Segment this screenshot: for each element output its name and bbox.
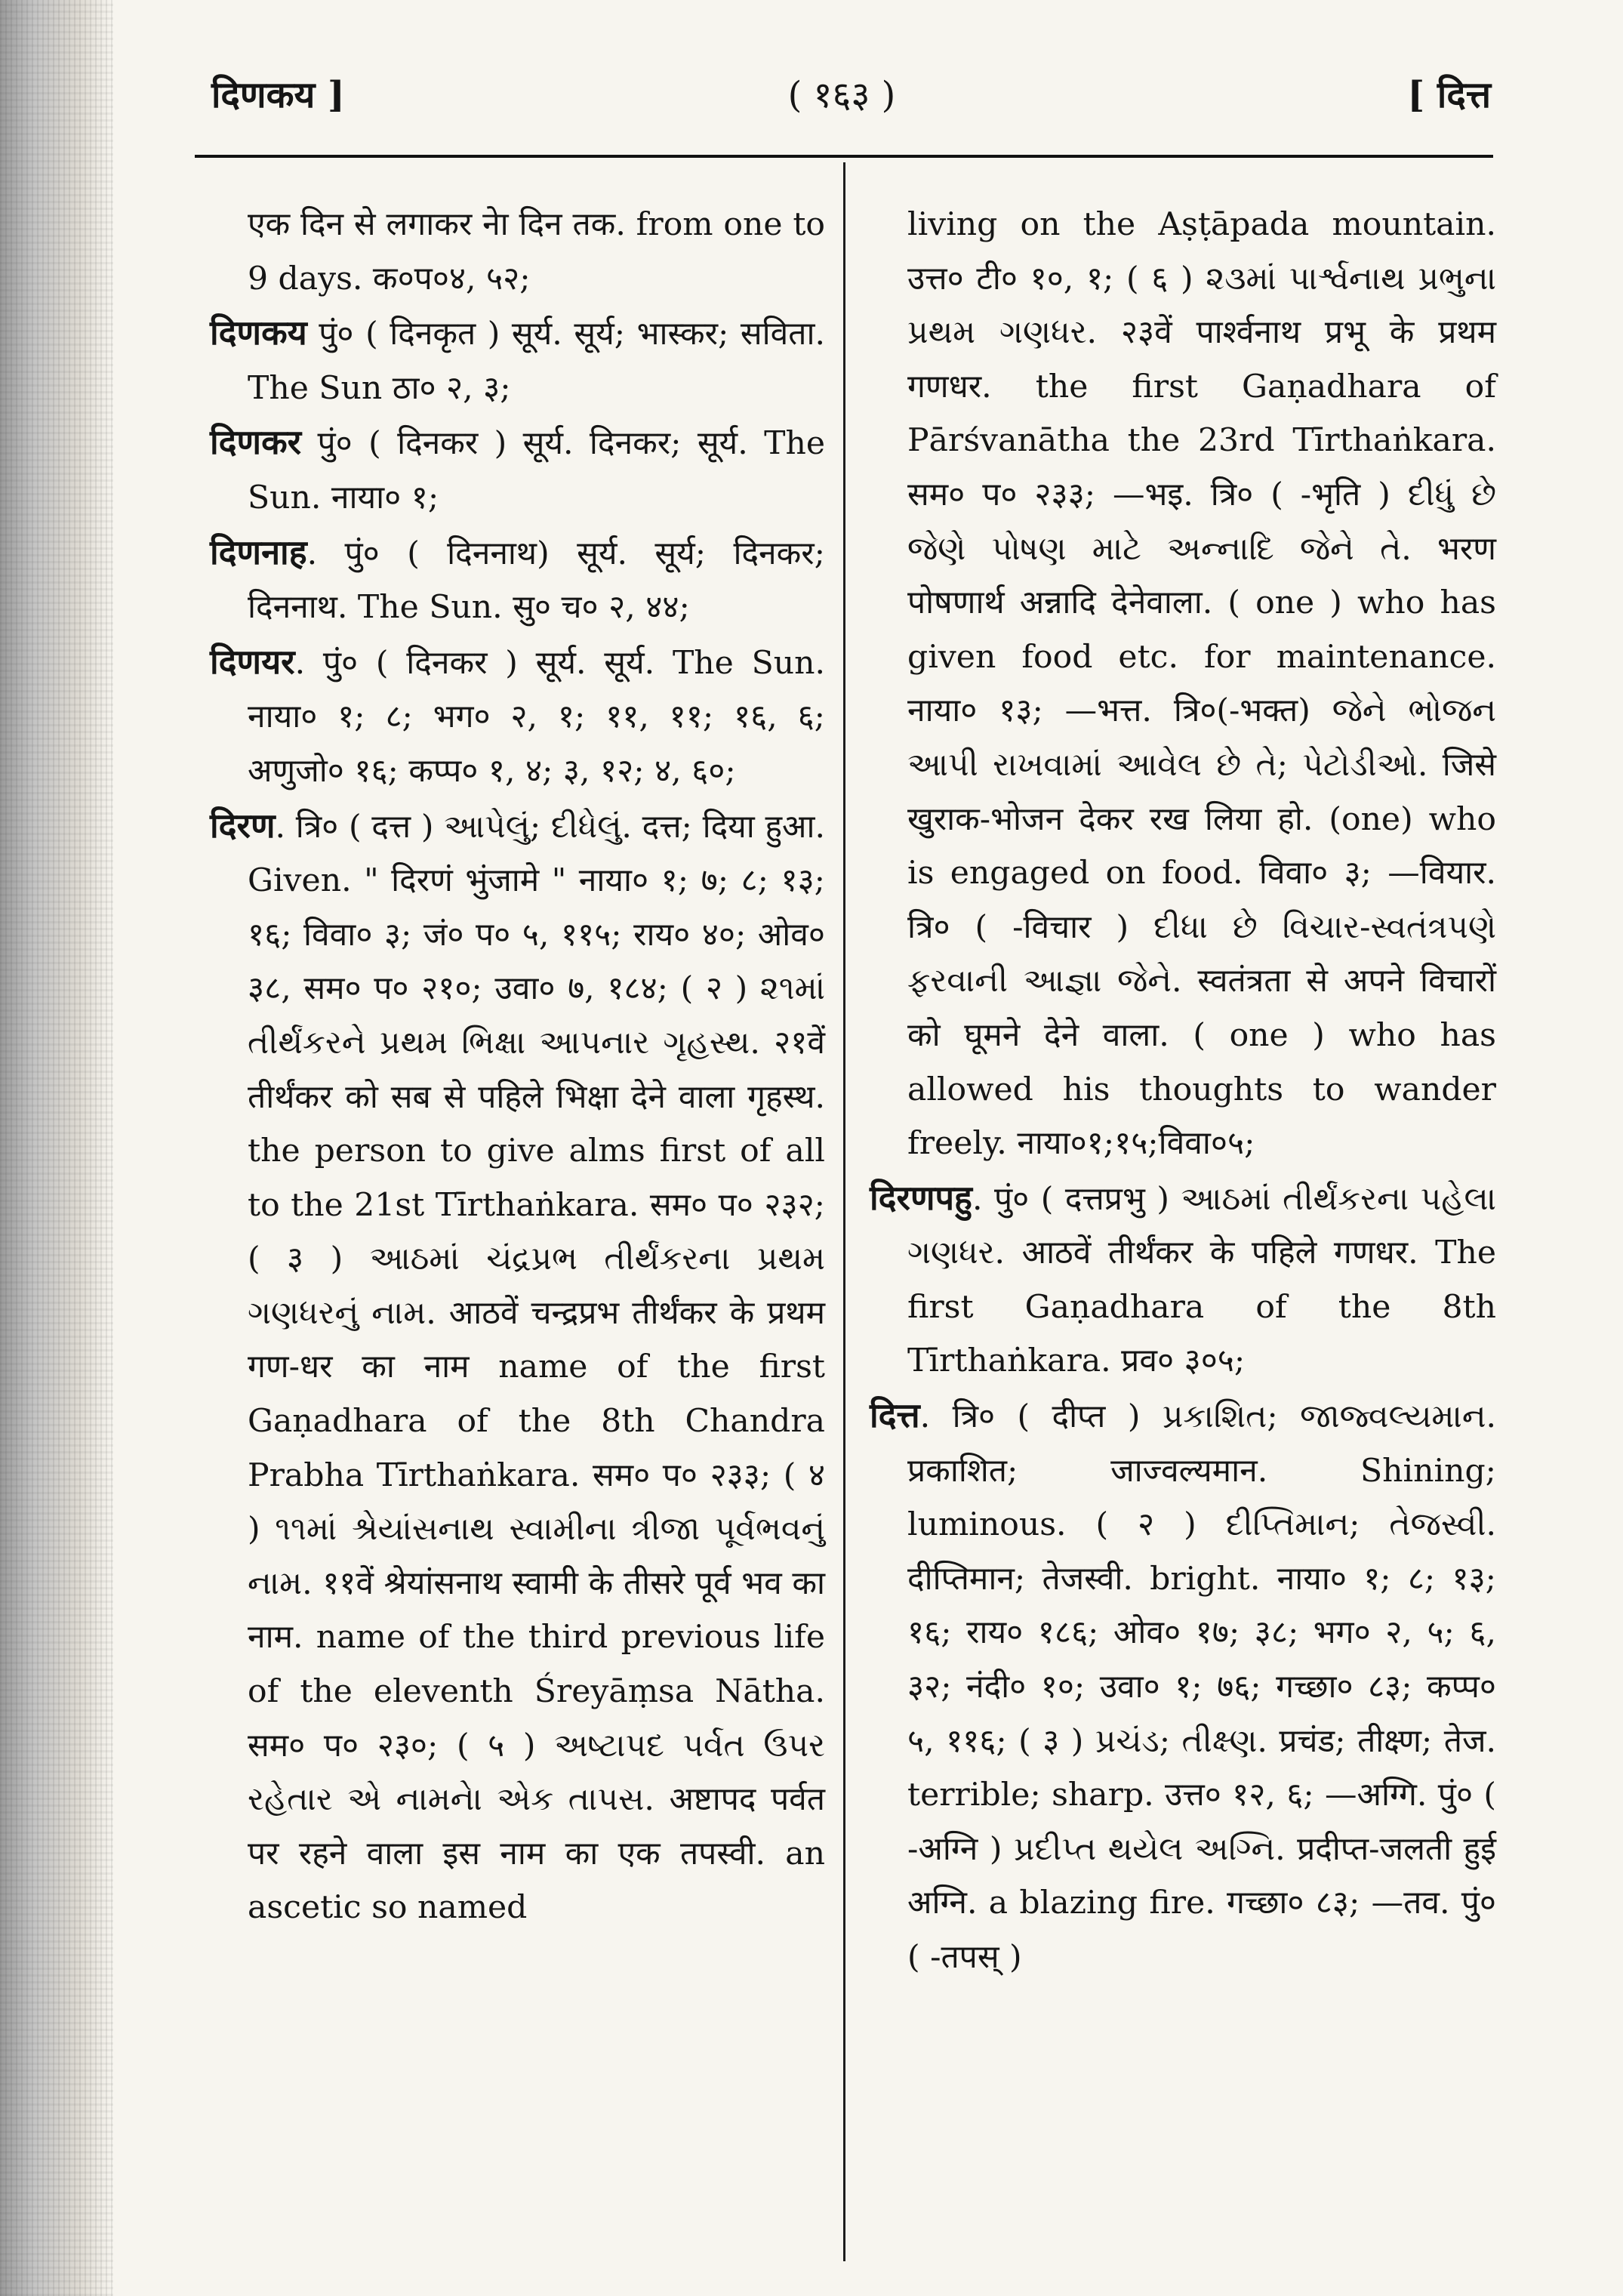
entry-text: . पुं० ( दिननाथ) सूर्य. सूर्य; दिनकर; दिननाथ. The Sun. सु० च० २, ४४;	[248, 535, 825, 627]
entry-text: living on the Aṣṭāpada mountain. उत्त० टी० १०, १; ( ६ ) ૨૩માં પાર્શ્વનાથ પ્રભુના પ્રથમ ગણધર. २३वें पार्श्वनाथ प्रभू के प्रथम गणधर. the first Gaṇadhara of Pārśvanātha the 23rd Tīrthaṅkara. सम० प० २३३; —भइ. त्रि० ( -भृति ) દીધું છે જેણે પોષણ માટે અન્નાદિ જેને તે. भरण पोषणार्थ अन्नादि देनेवाला. ( one ) who has given food etc. for maintenance. नाया० १३; —भत्त. त्रि०(-भक्त) જેને ભોજન આપી રાખવામાં આવેલ છે તે; પેટોડીઓ. जिसे खुराक-भोजन देकर रख लिया हो. (one) who is engaged on food. विवा० ३; —वियार. त्रि० ( -विचार ) દીધા છે વિચાર-સ્વતંત્રપણે ફરવાની આજ્ઞા જેને. स्वतंत्रता से अपने विचारों को घूमने देने वाला. ( one ) who has allowed his thoughts to wander freely. नाया०१;१५;विवा०५;	[907, 206, 1496, 1163]
entry-text: . त्रि० ( दत्त ) આપેલું; દીધેલું. दत्त; दिया हुआ. Given. " दिरणं भुंजामे " नाया० १; ७; ८; १३; १६; विवा० ३; जं० प० ५, ११५; राय० ४०; ओव० ३८, सम० प० २१०; उवा० ७, १८४; ( २ ) ૨૧માં તીર્થંકરને પ્રથમ ભિક્ષા આપનાર ગૃહસ્થ. २१वें तीर्थंकर को सब से पहिले भिक्षा देने वाला गृहस्थ. the person to give alms first of all to the 21st Tīrthaṅkara. सम० प० २३२; ( ३ ) આઠમાં ચંદ્રપ્રભ તીર્થંકરના પ્રથમ ગણધરનું નામ. आठवें चन्द्रप्रभ तीर्थंकर के प्रथम गण-धर का नाम name of the first Gaṇadhara of the 8th Chandra Prabha Tīrthaṅkara. सम० प० २३३; ( ४ ) ૧૧માં શ્રેયાંસનાથ સ્વામીના ત્રીજા પૂર્વભવનું નામ. ११वें श्रेयांसनाथ स्वामी के तीसरे पूर्व भव का नाम. name of the third previous life of the eleventh Śreyāṃsa Nātha. सम० प० २३०; ( ५ ) અષ્ટાપદ પર્વત ઉપર રહેતાર એ નામનેા એક તાપસ. अष्टापद पर्वत पर रहने वाला इस नाम का एक तपस्वी. an ascetic so named	[248, 808, 825, 1927]
entry-continuation	[870, 198, 1496, 1171]
entry-headword: दिरण	[210, 805, 276, 846]
entry-headword: दिरणपहु	[870, 1177, 972, 1218]
page-number: ( १६३ )	[787, 74, 896, 116]
header-last-headword: [ दित्त	[1407, 74, 1491, 116]
running-header	[192, 69, 1491, 122]
entry-continuation	[210, 198, 825, 306]
entry-headword: दिणकय	[210, 313, 307, 353]
entry-headword: दित्त	[870, 1395, 920, 1436]
entry-text: . पुं० ( दत्तप्रभु ) આઠમાં તીર્થંકરના પહેલા ગણધર. आठवें तीर्थंकर के पहिले गणधर. The first Gaṇadhara of the 8th Tīrthaṅkara. प्रव० ३०५;	[907, 1180, 1496, 1380]
header-rule	[195, 155, 1493, 158]
dictionary-entry	[210, 525, 825, 635]
entry-text: पुं० ( दिनकृत ) सूर्य. सूर्य; भास्कर; सविता. The Sun ठा० २, ३;	[248, 316, 825, 407]
dictionary-entry	[870, 1388, 1496, 1985]
entry-text: पुं० ( दिनकर ) सूर्य. दिनकर; सूर्य. The Sun. नाया० १;	[248, 425, 825, 516]
right-column	[870, 198, 1496, 1985]
scan-binding-edge	[0, 0, 113, 2296]
column-divider	[843, 162, 845, 2261]
dictionary-entry	[210, 306, 825, 415]
dictionary-entry	[210, 635, 825, 799]
entry-text: . पुं० ( दिनकर ) सूर्य. सूर्य. The Sun. नाया० १; ८; भग० २, १; ११, ११; १६, ६; अणुजो० १६; कप्प० १, ४; ३, १२; ४, ६०;	[248, 644, 825, 790]
dictionary-entry	[210, 415, 825, 525]
entry-headword: दिणयर	[210, 641, 295, 682]
entry-text: . त्रि० ( दीप्त ) પ્રકાશિત; જાજ્વલ્યમાન. प्रकाशित; जाज्वल्यमान. Shining; luminous. ( २ ) દીપ્તિમાન; તેજસ્વી. दीप्तिमान; तेजस्वी. bright. नाया० १; ८; १३; १६; राय० १८६; ओव० १७; ३८; भग० २, ५; ६, ३२; नंदी० १०; उवा० १; ७६; गच्छा० ८३; कप्प० ५, ११६; ( ३ ) પ્રચંડ; તીક્ષ્ણ. प्रचंड; तीक्ष्ण; तेज. terrible; sharp. उत्त० १२, ६; —अग्गि. पुं० ( -अग्नि ) પ્રદીપ્ત થયેલ અગ્નિ. प्रदीप्त-जलती हुई अग्नि. a blazing fire. गच्छा० ८३; —तव. पुं० ( -तपस् )	[907, 1398, 1496, 1976]
dictionary-entry	[210, 799, 825, 1935]
entry-headword: दिणनाह	[210, 532, 307, 572]
entry-text: एक दिन से लगाकर नेा दिन तक. from one to 9 days. क०प०४, ५२;	[248, 206, 825, 297]
dictionary-entry	[870, 1171, 1496, 1388]
header-first-headword: दिणकय ]	[211, 74, 345, 116]
entry-headword: दिणकर	[210, 422, 302, 463]
left-column	[210, 198, 825, 1935]
